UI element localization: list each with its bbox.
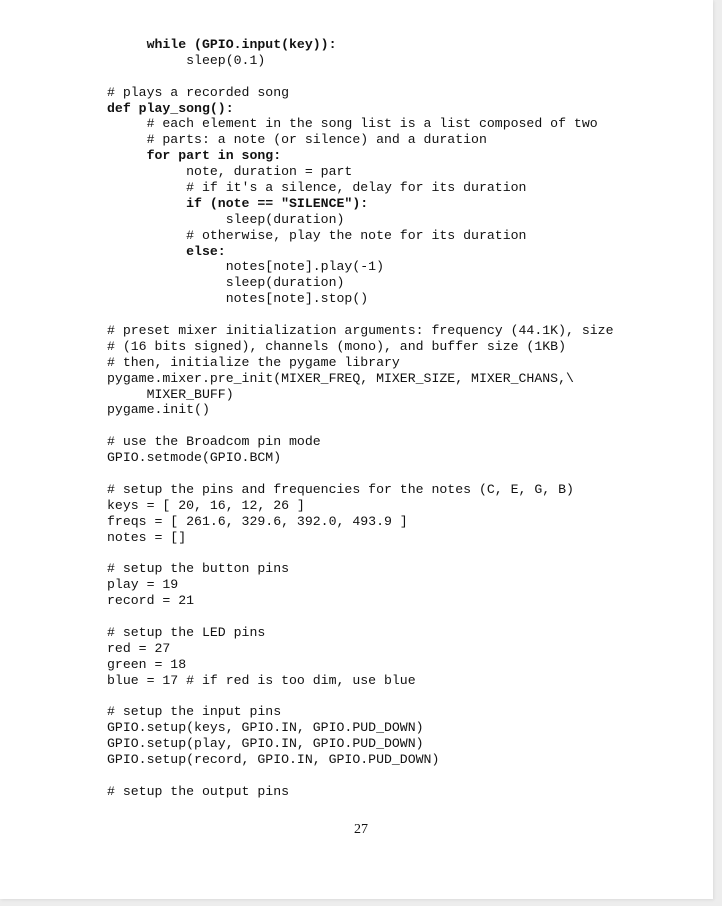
code-line: note, duration = part <box>107 164 353 180</box>
code-line: if (note == "SILENCE"): <box>107 195 369 211</box>
code-line: notes[note].play(-1) <box>107 259 384 275</box>
code-line: # parts: a note (or silence) and a duration <box>107 132 487 148</box>
code-line: # use the Broadcom pin mode <box>107 434 321 450</box>
code-line: notes = [] <box>107 529 187 545</box>
code-line: keys = [ 20, 16, 12, 26 ] <box>107 497 305 513</box>
code-line: sleep(duration) <box>107 211 345 227</box>
code-line: while (GPIO.input(key)): <box>107 37 337 52</box>
code-line: else: <box>107 243 226 259</box>
code-line: sleep(0.1) <box>107 52 266 68</box>
code-line: record = 21 <box>107 593 195 609</box>
code-line: # setup the LED pins <box>107 624 266 640</box>
code-line: play = 19 <box>107 577 179 593</box>
code-line <box>107 418 613 434</box>
code-line: # (16 bits signed), channels (mono), and buffer size (1KB) <box>107 338 566 354</box>
code-line: MIXER_BUFF) <box>107 386 234 402</box>
code-line: blue = 17 # if red is too dim, use blue <box>107 672 416 688</box>
code-listing <box>107 37 613 800</box>
code-line: freqs = [ 261.6, 329.6, 392.0, 493.9 ] <box>107 513 408 529</box>
code-line: # if it's a silence, delay for its duration <box>107 180 527 196</box>
code-line <box>107 466 613 482</box>
code-line: # preset mixer initialization arguments: frequency (44.1K), size <box>107 323 614 339</box>
code-line <box>107 546 613 562</box>
code-line: # setup the input pins <box>107 704 282 720</box>
code-line: # setup the output pins <box>107 783 290 799</box>
code-line: # plays a recorded song <box>107 84 290 100</box>
code-line: GPIO.setup(record, GPIO.IN, GPIO.PUD_DOWN) <box>107 752 440 768</box>
code-line: GPIO.setup(play, GPIO.IN, GPIO.PUD_DOWN) <box>107 736 424 752</box>
page-number: 27 <box>354 822 368 837</box>
code-line: # setup the pins and frequencies for the notes (C, E, G, B) <box>107 481 574 497</box>
code-line: # each element in the song list is a list composed of two <box>107 116 598 132</box>
code-line: # otherwise, play the note for its duration <box>107 227 527 243</box>
code-line: GPIO.setmode(GPIO.BCM) <box>107 450 282 466</box>
code-line: red = 27 <box>107 640 171 656</box>
code-line <box>107 768 613 784</box>
code-line <box>107 609 613 625</box>
code-line <box>107 689 613 705</box>
code-line: sleep(duration) <box>107 275 345 291</box>
code-line: # then, initialize the pygame library <box>107 354 400 370</box>
code-line: GPIO.setup(keys, GPIO.IN, GPIO.PUD_DOWN) <box>107 720 424 736</box>
code-line <box>107 69 613 85</box>
code-line: pygame.mixer.pre_init(MIXER_FREQ, MIXER_SIZE, MIXER_CHANS,\ <box>107 370 574 386</box>
code-line: green = 18 <box>107 656 187 672</box>
code-line: def play_song(): <box>107 100 234 116</box>
code-line: notes[note].stop() <box>107 291 369 307</box>
code-line: # setup the button pins <box>107 561 290 577</box>
code-line: pygame.init() <box>107 402 210 418</box>
code-line <box>107 307 613 323</box>
code-line: for part in song: <box>107 148 282 164</box>
